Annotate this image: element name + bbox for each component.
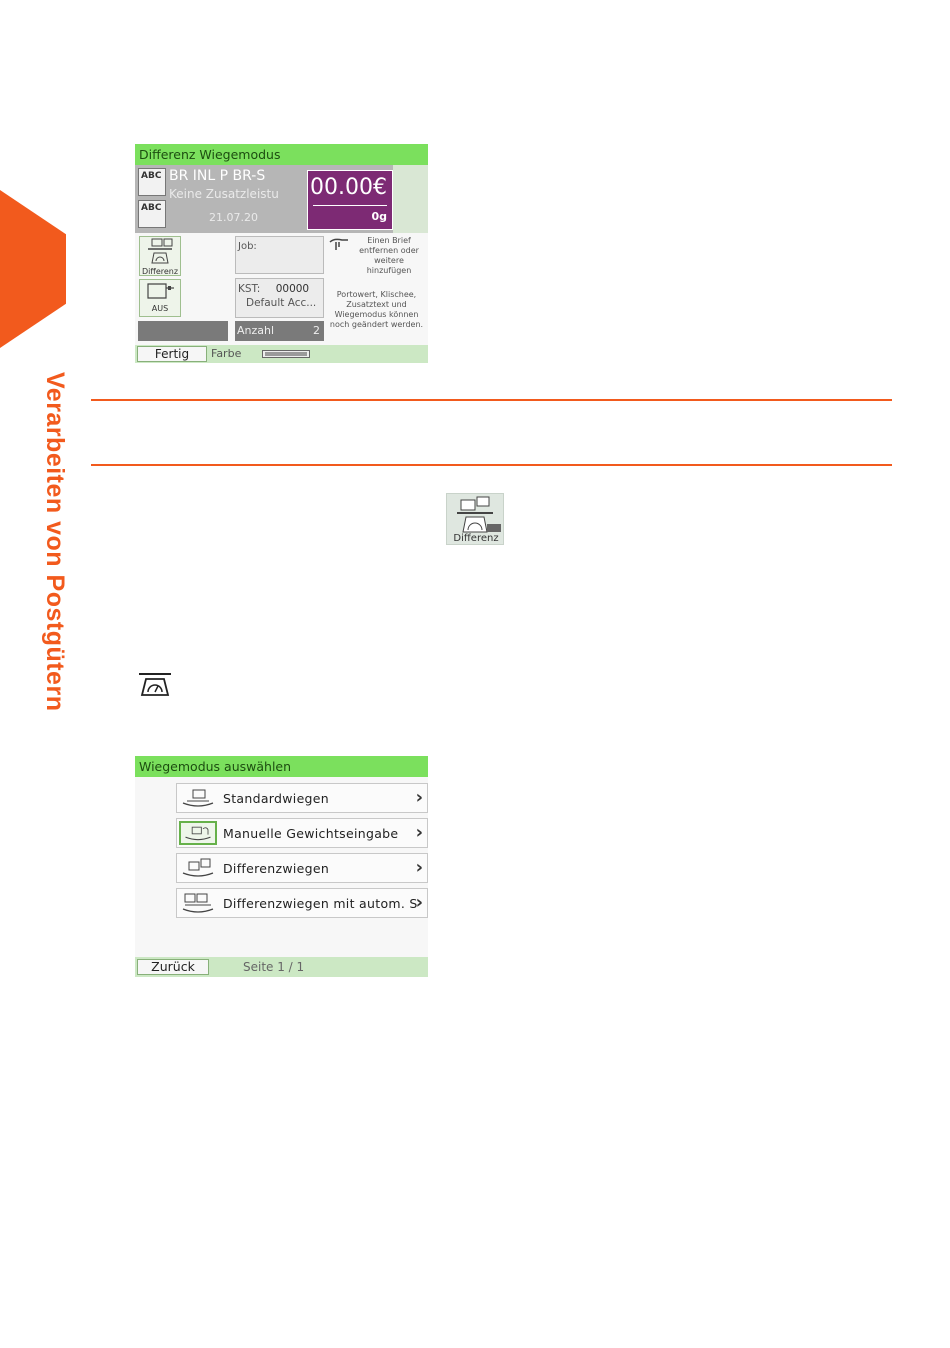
chapter-title: Verarbeiten von Postgütern xyxy=(41,372,69,712)
scale-difference-auto-icon xyxy=(179,891,217,915)
account-name: Default Acc... xyxy=(246,297,317,309)
differenz-icon-label: Differenz xyxy=(453,533,499,544)
chevron-right-icon: › xyxy=(415,857,423,878)
differenz-weighing-screen xyxy=(135,144,428,363)
page-indicator: Seite 1 / 1 xyxy=(243,960,305,974)
scale-manual-icon xyxy=(179,821,217,845)
service-name: BR INL P BR-S xyxy=(169,168,266,184)
print-date: 21.07.20 xyxy=(209,211,258,224)
remove-letter-hint: Einen Brief entfernen oder weitere hinzufügen xyxy=(359,236,419,275)
screen-footer xyxy=(135,957,428,977)
menu-item-label: Differenzwiegen xyxy=(223,861,330,876)
scale-difference-icon xyxy=(447,494,505,534)
chevron-right-icon: › xyxy=(415,822,423,843)
menu-item-standard-weighing[interactable] xyxy=(176,783,428,813)
screen-title: Wiegemodus auswählen xyxy=(135,756,428,777)
postage-summary-panel[interactable] xyxy=(135,165,428,233)
change-settings-hint: Portowert, Klischee, Zusatztext und Wiegemodus können noch geändert werden. xyxy=(329,290,424,329)
done-button[interactable]: Fertig xyxy=(137,346,207,362)
menu-item-difference-auto[interactable] xyxy=(176,888,428,918)
back-button[interactable]: Zurück xyxy=(137,959,209,975)
price-divider xyxy=(313,205,387,206)
envelope-abc-icon: ABC xyxy=(138,200,166,228)
kst-label: KST: xyxy=(238,283,261,295)
weighing-mode-select-screen xyxy=(135,756,428,977)
envelope-abc-icon: ABC xyxy=(138,168,166,196)
hand-pointer-icon xyxy=(328,237,350,251)
additional-service: Keine Zusatzleistu xyxy=(169,187,279,201)
chevron-right-icon: › xyxy=(415,787,423,808)
menu-item-label: Standardwiegen xyxy=(223,791,330,806)
count-value: 2 xyxy=(313,324,320,337)
cost-center-field[interactable] xyxy=(235,278,324,318)
kst-value: 00000 xyxy=(275,283,310,295)
empty-slot-bar xyxy=(138,321,228,341)
menu-item-label: Differenzwiegen mit autom. S xyxy=(223,896,418,911)
differenz-mode-button[interactable] xyxy=(139,236,181,276)
aus-button[interactable] xyxy=(139,279,181,317)
screen-title: Differenz Wiegemodus xyxy=(135,144,428,165)
ink-level-bar xyxy=(262,350,310,358)
job-label: Job: xyxy=(238,241,257,252)
menu-item-label: Manuelle Gewichtseingabe xyxy=(223,826,399,841)
menu-item-difference-weighing[interactable] xyxy=(176,853,428,883)
ink-label: Farbe xyxy=(211,347,242,360)
price-display xyxy=(307,170,393,230)
imprint-off-icon xyxy=(142,280,178,302)
aus-label: AUS xyxy=(151,304,169,313)
scale-key-icon xyxy=(137,671,173,697)
menu-item-manual-weight[interactable] xyxy=(176,818,428,848)
screen-footer xyxy=(135,345,428,363)
job-field[interactable] xyxy=(235,236,324,274)
scale-difference-icon xyxy=(142,237,178,265)
count-label: Anzahl xyxy=(237,324,275,337)
scale-difference-icon xyxy=(179,856,217,880)
differenz-button-illustration xyxy=(446,493,504,545)
section-rule-bottom xyxy=(91,464,892,466)
count-field xyxy=(235,321,324,341)
scale-standard-icon xyxy=(179,786,217,810)
section-rule-top xyxy=(91,399,892,401)
right-strip xyxy=(393,165,428,233)
chapter-tab xyxy=(0,190,66,348)
chevron-right-icon: › xyxy=(415,892,423,913)
screen-body xyxy=(135,233,428,345)
weight-value: 0g xyxy=(371,210,387,223)
differenz-label: Differenz xyxy=(141,267,179,276)
postage-value: 00.00€ xyxy=(310,175,387,200)
